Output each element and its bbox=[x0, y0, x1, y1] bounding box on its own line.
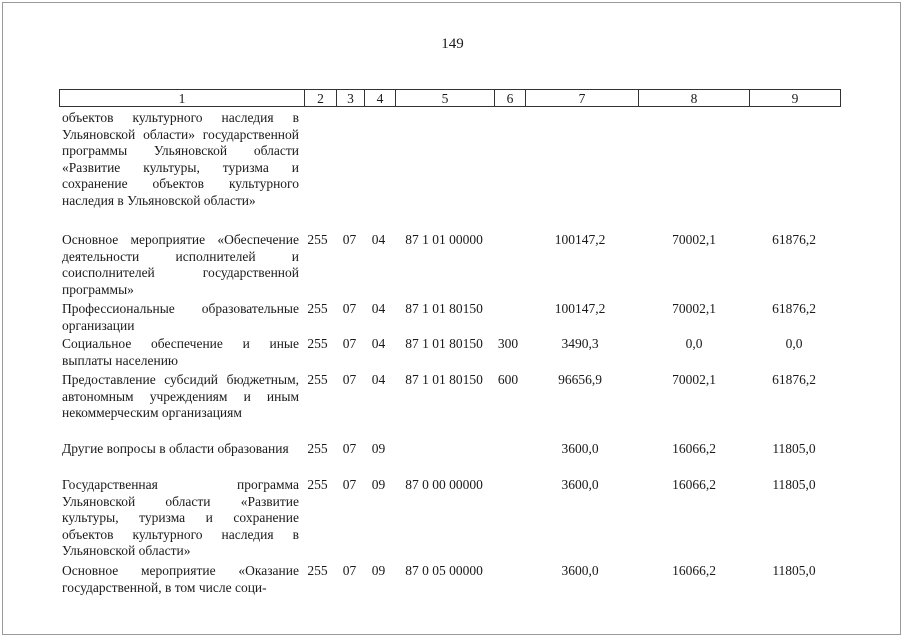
cell-subsection: 04 bbox=[371, 372, 386, 387]
cell-section: 07 bbox=[342, 477, 357, 492]
cell-section: 07 bbox=[342, 336, 357, 351]
cell-amount-col9: 61876,2 bbox=[772, 372, 816, 387]
header-col-7: 7 bbox=[525, 90, 638, 106]
cell-subsection: 04 bbox=[371, 301, 386, 316]
header-col-4: 4 bbox=[364, 90, 395, 106]
cell-subsection: 04 bbox=[371, 336, 386, 351]
cell-subsection: 04 bbox=[371, 232, 386, 247]
cell-ministry-code: 255 bbox=[307, 372, 328, 387]
cell-target-article: 87 0 00 00000 bbox=[405, 477, 483, 492]
row-name: Основное мероприятие «Обеспечение деятельности исполнителей и соисполнителей государственной программы» bbox=[62, 232, 299, 297]
header-col-1: 1 bbox=[59, 90, 304, 106]
row-name: Профессиональные образовательные организации bbox=[62, 301, 299, 333]
cell-amount-col9: 11805,0 bbox=[772, 477, 816, 492]
cell-section: 07 bbox=[342, 372, 357, 387]
cell-amount-col8: 70002,1 bbox=[672, 232, 716, 247]
row-name: Основное мероприятие «Оказание государственной, в том числе соци- bbox=[62, 563, 299, 595]
header-col-8: 8 bbox=[638, 90, 749, 106]
cell-amount-col9: 11805,0 bbox=[772, 563, 816, 578]
cell-target-article: 87 1 01 80150 bbox=[405, 336, 483, 351]
cell-section: 07 bbox=[342, 441, 357, 456]
cell-amount-col8: 16066,2 bbox=[672, 477, 716, 492]
cell-subsection: 09 bbox=[371, 441, 386, 456]
cell-expense-type: 600 bbox=[497, 372, 519, 387]
row-name: Предоставление субсидий бюджетным, автономным учреждениям и иным некоммерческим организациям bbox=[62, 372, 299, 420]
cell-target-article: 87 1 01 80150 bbox=[405, 372, 483, 387]
cell-amount-col7: 100147,2 bbox=[554, 301, 606, 316]
header-col-2: 2 bbox=[304, 90, 336, 106]
cell-amount-col7: 3600,0 bbox=[561, 477, 599, 492]
cell-amount-col8: 16066,2 bbox=[672, 563, 716, 578]
cell-amount-col8: 0,0 bbox=[685, 336, 703, 351]
cell-amount-col7: 96656,9 bbox=[558, 372, 602, 387]
cell-amount-col9: 11805,0 bbox=[772, 441, 816, 456]
cell-ministry-code: 255 bbox=[307, 441, 328, 456]
cell-amount-col8: 16066,2 bbox=[672, 441, 716, 456]
cell-expense-type: 300 bbox=[497, 336, 519, 351]
cell-amount-col7: 3600,0 bbox=[561, 441, 599, 456]
cell-amount-col9: 0,0 bbox=[785, 336, 803, 351]
cell-amount-col7: 3600,0 bbox=[561, 563, 599, 578]
cell-ministry-code: 255 bbox=[307, 336, 328, 351]
cell-target-article: 87 1 01 80150 bbox=[405, 301, 483, 316]
cell-target-article: 87 0 05 00000 bbox=[405, 563, 483, 578]
cell-amount-col8: 70002,1 bbox=[672, 301, 716, 316]
header-col-6: 6 bbox=[494, 90, 525, 106]
cell-subsection: 09 bbox=[371, 477, 386, 492]
cell-ministry-code: 255 bbox=[307, 477, 328, 492]
header-col-9: 9 bbox=[749, 90, 841, 106]
header-col-3: 3 bbox=[336, 90, 364, 106]
cell-section: 07 bbox=[342, 563, 357, 578]
cell-ministry-code: 255 bbox=[307, 301, 328, 316]
cell-amount-col8: 70002,1 bbox=[672, 372, 716, 387]
cell-subsection: 09 bbox=[371, 563, 386, 578]
row-name: Государственная программа Ульяновской области «Развитие культуры, туризма и сохранение объектов культурного наследия в Ульяновской области» bbox=[62, 477, 299, 558]
cell-amount-col7: 3490,3 bbox=[561, 336, 599, 351]
cell-section: 07 bbox=[342, 301, 357, 316]
cell-amount-col9: 61876,2 bbox=[772, 232, 816, 247]
page-number: 149 bbox=[441, 36, 464, 52]
cell-amount-col7: 100147,2 bbox=[554, 232, 606, 247]
cell-ministry-code: 255 bbox=[307, 563, 328, 578]
table-header-row bbox=[59, 89, 841, 107]
cell-ministry-code: 255 bbox=[307, 232, 328, 247]
row-name: объектов культурного наследия в Ульяновской области» государственной программы Ульяновской области «Развитие культуры, туризма и сохранение объектов культурного наследия в Ульяновской области» bbox=[62, 110, 299, 208]
cell-target-article: 87 1 01 00000 bbox=[405, 232, 483, 247]
row-name: Социальное обеспечение и иные выплаты населению bbox=[62, 336, 299, 368]
cell-amount-col9: 61876,2 bbox=[772, 301, 816, 316]
header-col-5: 5 bbox=[395, 90, 494, 106]
cell-section: 07 bbox=[342, 232, 357, 247]
row-name: Другие вопросы в области образования bbox=[62, 441, 289, 456]
